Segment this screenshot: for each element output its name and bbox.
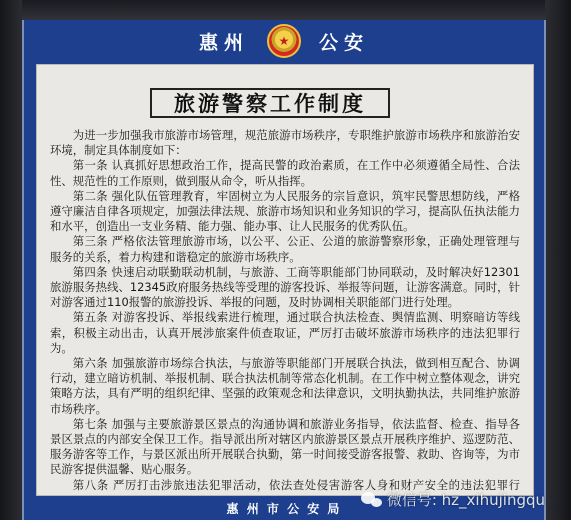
wechat-icon: [361, 491, 383, 509]
regulation-text: [50, 128, 520, 494]
wall-top: [0, 0, 571, 22]
title-box: [150, 88, 390, 118]
wall-right: [545, 0, 571, 520]
header-left-text: 惠州: [198, 31, 249, 54]
board-header: [24, 20, 544, 62]
article-4: 第四条 快速启动联勤联动机制，与旅游、工商等职能部门协同联动，及时解决好12301旅游服务热线、12345政府服务热线等受理的游客投诉、举报等问题，让游客满意。同时，针对游客通过110报警的旅游投诉、举报的问题，及时协调相关职能部门进行处理。: [50, 264, 520, 310]
wall-left: [0, 0, 22, 520]
police-emblem-icon: ★: [267, 24, 301, 58]
intro-paragraph: 为进一步加强我市旅游市场管理，规范旅游市场秩序，专职维护旅游市场秩序和旅游治安环境，制定具体制度如下：: [50, 128, 520, 158]
header-right-text: 公安: [319, 31, 370, 54]
article-2: 第二条 强化队伍管理教育，牢固树立为人民服务的宗旨意识，筑牢民警思想防线，严格遵守廉洁自律各项规定，加强法律法规、旅游市场知识和业务知识的学习，提高队伍执法能力和水平，创造出一支业务精、能力强、能办事、让人民服务的优秀队伍。: [50, 188, 520, 234]
article-8: 第八条 严厉打击涉旅违法犯罪活动，依法查处侵害游客人身和财产安全的违法犯罪行: [72, 477, 520, 492]
article-7: 第七条 加强与主要旅游景区景点的沟通协调和旅游业务指导，依法监督、检查、指导各景区景点的内部安全保卫工作。指导派出所对辖区内旅游景区景点开展秩序维护、巡逻防范、服务游客等工作，与景区派出所开展联合执勤，第一时间接受游客报警、救助、咨询等，为市民游客提供温馨、贴心服务。: [50, 416, 520, 477]
notice-board: [22, 20, 546, 520]
footer-text: 惠 州 市 公 安 局: [226, 501, 342, 516]
article-1: 第一条 认真抓好思想政治工作，提高民警的政治素质，在工作中必须遵循全局性、合法性、规范性的工作原则，做到服从命令，听从指挥。: [50, 158, 520, 188]
page-title: 旅游警察工作制度: [174, 91, 366, 116]
article-3: 第三条 严格依法管理旅游市场，以公平、公正、公道的旅游警察形象，正确处理管理与服务的关系，着力构建和谐稳定的旅游市场秩序。: [50, 234, 520, 264]
article-5: 第五条 对游客投诉、举报线索进行梳理，通过联合执法检查、舆情监测、明察暗访等线索，积极主动出击，认真开展涉旅案件侦查取证，严厉打击破坏旅游市场秩序的违法犯罪行为。: [50, 310, 520, 355]
watermark: [361, 489, 545, 510]
watermark-text: 微信号: hz_xihujingqu: [386, 491, 545, 509]
regulation-panel: [36, 64, 534, 496]
article-6: 第六条 加强旅游市场综合执法，与旅游等职能部门开展联合执法，做到相互配合、协调行动，建立暗访机制、举报机制、联合执法机制等常态化机制。在工作中树立整体观念，讲究策略方法，具有严明的组织纪律、坚强的政策观念和法律意识，文明执勤执法，共同维护旅游市场秩序。: [50, 356, 520, 416]
